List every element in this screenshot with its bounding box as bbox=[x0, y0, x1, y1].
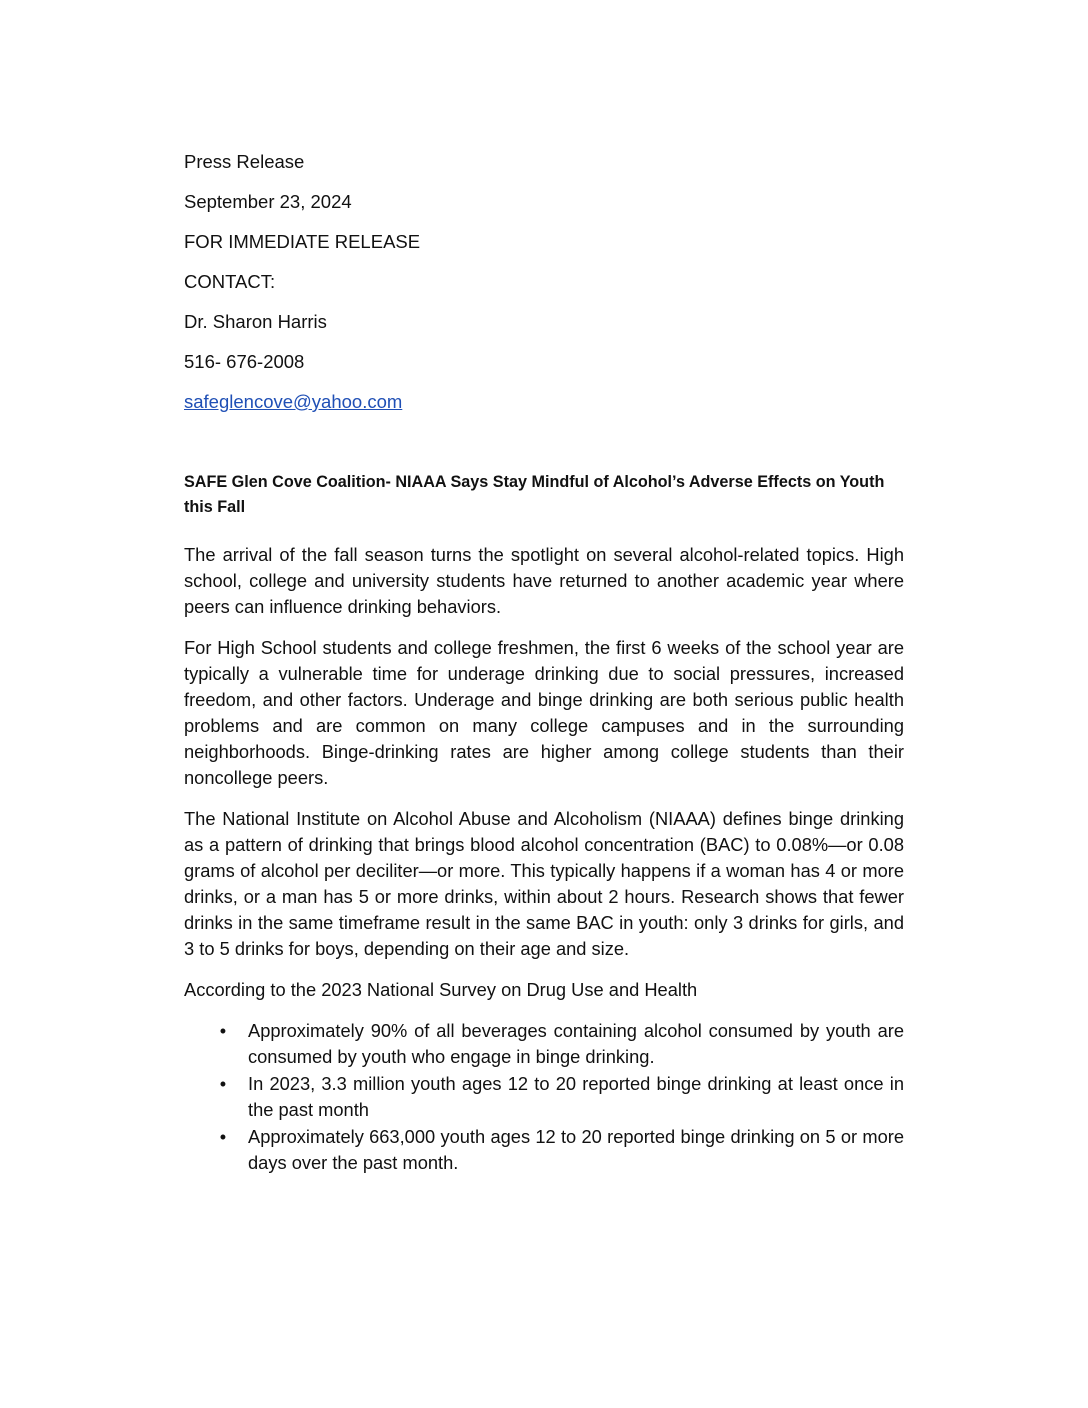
survey-bullet-list bbox=[184, 1018, 904, 1176]
release-date: September 23, 2024 bbox=[184, 191, 352, 212]
doc-type-label: Press Release bbox=[184, 151, 305, 172]
contact-email-link[interactable]: safeglencove@yahoo.com bbox=[184, 391, 403, 412]
contact-email-row bbox=[184, 390, 904, 414]
release-type: FOR IMMEDIATE RELEASE bbox=[184, 231, 421, 252]
body-text bbox=[184, 542, 904, 1176]
bullet-icon: • bbox=[219, 1073, 227, 1094]
list-item-text: Approximately 90% of all beverages containing alcohol consumed by youth are consumed by youth who engage in binge drinking. bbox=[248, 1020, 904, 1067]
list-item bbox=[184, 1071, 904, 1123]
body-paragraph: The National Institute on Alcohol Abuse and Alcoholism (NIAAA) defines binge drinking as a pattern of drinking that brings blood alcohol concentration (BAC) to 0.08%—or 0.08 grams of alcohol per deciliter—or more. This typically happens if a woman has 4 or more drinks, or a man has 5 or more drinks, within about 2 hours. Research shows that fewer drinks in the same timeframe result in the same BAC in youth: only 3 drinks for girls, and 3 to 5 drinks for boys, depending on their age and size. bbox=[184, 808, 904, 959]
list-item bbox=[184, 1124, 904, 1176]
contact-name: Dr. Sharon Harris bbox=[184, 311, 327, 332]
contact-label: CONTACT: bbox=[184, 271, 276, 292]
bullet-icon: • bbox=[219, 1020, 227, 1041]
bullet-icon: • bbox=[219, 1126, 227, 1147]
contact-block bbox=[184, 150, 904, 414]
contact-phone: 516- 676-2008 bbox=[184, 351, 305, 372]
list-item-text: Approximately 663,000 youth ages 12 to 20 reported binge drinking on 5 or more days over the past month. bbox=[248, 1126, 904, 1173]
press-release-headline: SAFE Glen Cove Coalition- NIAAA Says Stay Mindful of Alcohol’s Adverse Effects on Youth this Fall bbox=[184, 473, 885, 516]
survey-intro: According to the 2023 National Survey on Drug Use and Health bbox=[184, 979, 698, 1000]
body-paragraph: For High School students and college freshmen, the first 6 weeks of the school year are typically a vulnerable time for underage drinking due to social pressures, increased freedom, and other factors. Underage and binge drinking are both serious public health problems and are common on many college campuses and in the surrounding neighborhoods. Binge-drinking rates are higher among college students than their noncollege peers. bbox=[184, 637, 904, 788]
list-item bbox=[184, 1018, 904, 1070]
press-release-page bbox=[184, 150, 904, 1177]
body-paragraph: The arrival of the fall season turns the spotlight on several alcohol-related topics. High school, college and university students have returned to another academic year where peers can influence drinking behaviors. bbox=[184, 544, 904, 617]
list-item-text: In 2023, 3.3 million youth ages 12 to 20 reported binge drinking at least once in the past month bbox=[248, 1073, 904, 1120]
